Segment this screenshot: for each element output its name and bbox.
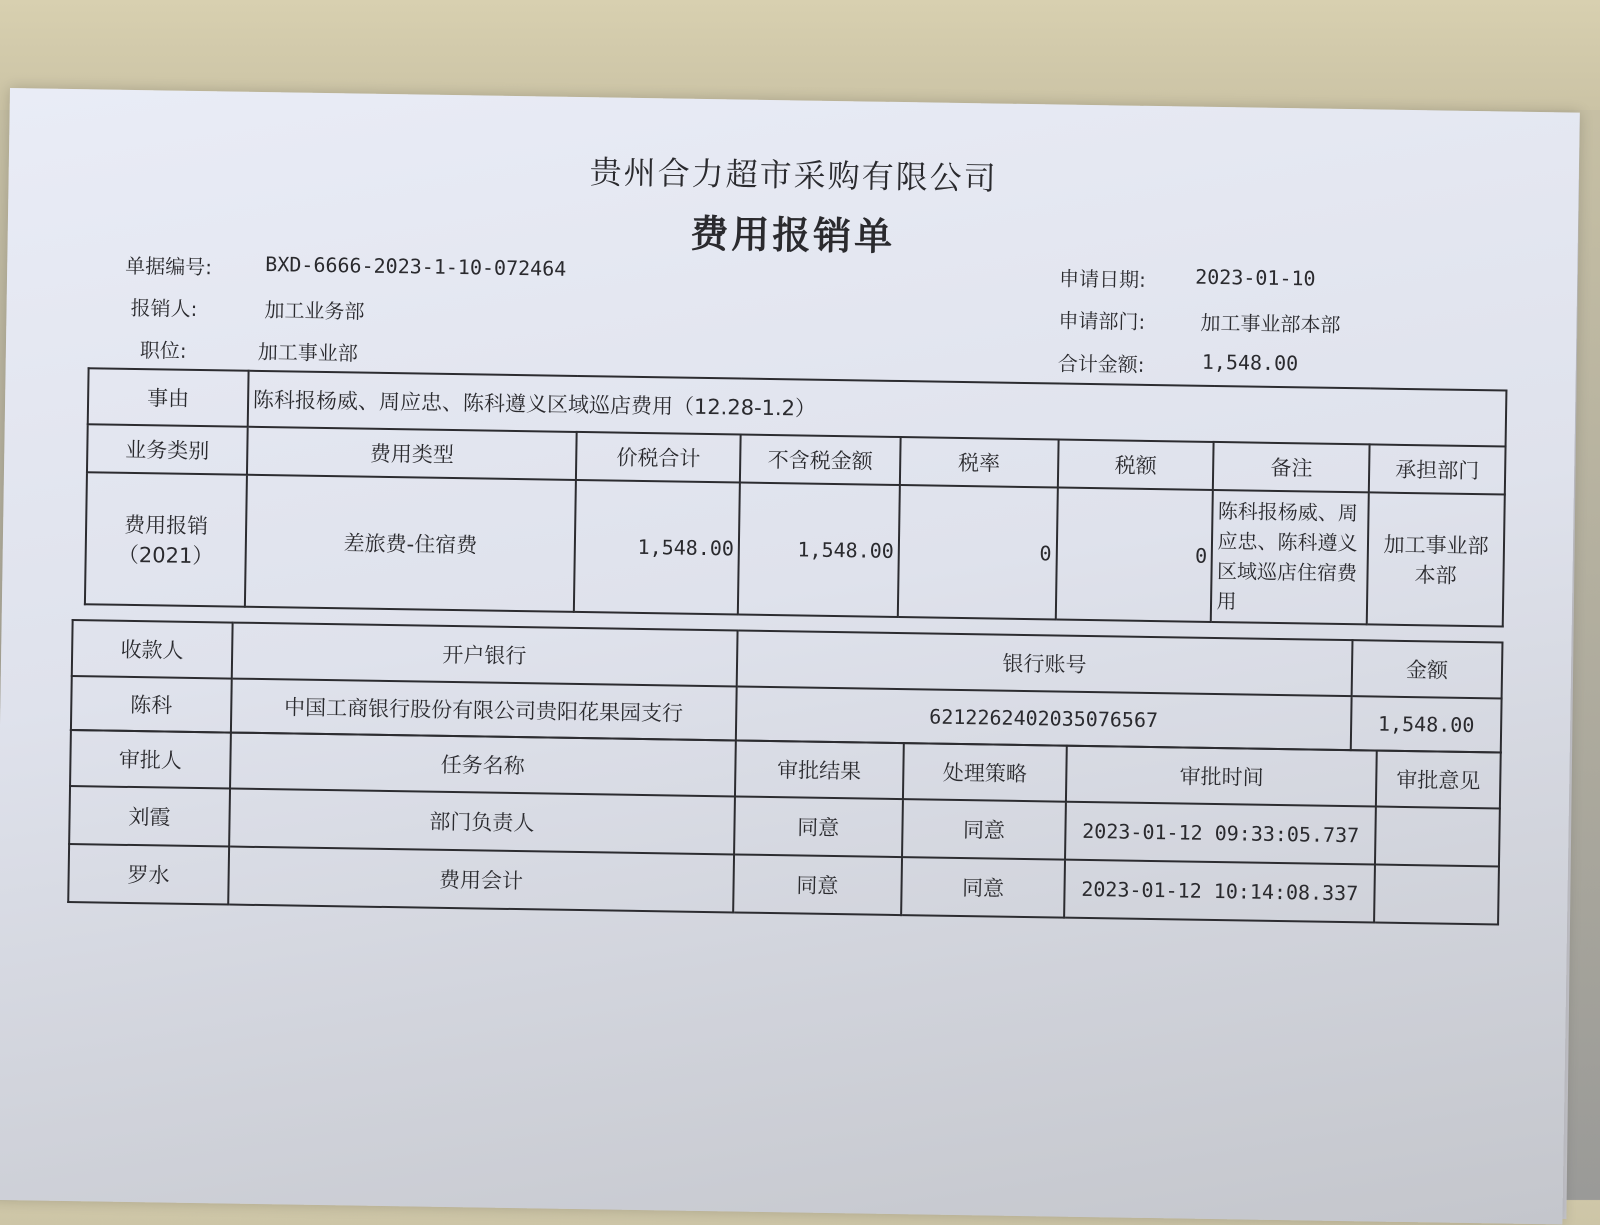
- header-type: 费用类型: [247, 427, 577, 480]
- cell-category: 费用报销（2021）: [85, 472, 247, 606]
- header-bank: 开户银行: [231, 623, 737, 687]
- header-dept: 承担部门: [1369, 444, 1506, 494]
- cell-tax: 0: [1055, 488, 1213, 622]
- apply-date-value: 2023-01-10: [1194, 264, 1316, 291]
- cell-rate: 0: [898, 485, 1058, 619]
- header-amount: 金额: [1352, 640, 1503, 698]
- cell-approver: 刘霞: [69, 786, 230, 847]
- cell-payee: 陈科: [71, 676, 232, 733]
- cell-time: 2023-01-12 09:33:05.737: [1065, 802, 1376, 865]
- cell-opinion: [1375, 807, 1500, 867]
- header-remark: 备注: [1213, 442, 1370, 492]
- reason-value: 陈科报杨威、周应忠、陈科遵义区域巡店费用（12.28-1.2）: [248, 371, 1507, 447]
- header-net: 不含税金额: [740, 435, 901, 486]
- header-strategy: 处理策略: [903, 743, 1068, 802]
- cell-type: 差旅费-住宿费: [245, 475, 576, 612]
- cell-bank: 中国工商银行股份有限公司贵阳花果园支行: [231, 679, 737, 741]
- cell-strategy: 同意: [901, 857, 1066, 918]
- cell-task: 费用会计: [228, 847, 734, 913]
- total-label: 合计金额:: [1057, 351, 1145, 377]
- cell-remark: 陈科报杨威、周应忠、陈科遵义区域巡店住宿费用: [1211, 490, 1369, 624]
- header-opinion: 审批意见: [1376, 751, 1501, 809]
- header-category: 业务类别: [87, 424, 248, 475]
- cell-amount: 1,548.00: [1351, 696, 1502, 752]
- cell-time: 2023-01-12 10:14:08.337: [1065, 860, 1376, 923]
- header-account: 银行账号: [736, 630, 1352, 696]
- apply-date-label: 申请日期:: [1058, 266, 1147, 292]
- expense-form-sheet: [0, 88, 1580, 1225]
- header-approver: 审批人: [70, 730, 231, 789]
- header-result: 审批结果: [735, 740, 904, 799]
- doc-no-value: BXD-6666-2023-1-10-072464: [265, 252, 567, 281]
- cell-result: 同意: [733, 854, 902, 915]
- cell-dept: 加工事业部本部: [1367, 492, 1505, 626]
- reason-label: 事由: [88, 368, 249, 427]
- header-time: 审批时间: [1066, 746, 1377, 807]
- expense-data-row: [85, 472, 1505, 626]
- header-rate: 税率: [900, 437, 1058, 487]
- cell-approver: 罗水: [68, 844, 229, 905]
- header-tax: 税额: [1058, 440, 1214, 490]
- header-gross: 价税合计: [576, 432, 741, 483]
- doc-no-label: 单据编号:: [125, 253, 213, 280]
- apply-dept-label: 申请部门:: [1058, 308, 1146, 334]
- apply-dept-value: 加工事业部本部: [1200, 310, 1341, 337]
- form-title: 费用报销单: [689, 211, 896, 259]
- cell-net: 1,548.00: [738, 483, 900, 617]
- position-label: 职位:: [139, 338, 187, 363]
- approval-table: [67, 729, 1502, 925]
- header-payee: 收款人: [72, 620, 233, 679]
- cell-opinion: [1374, 865, 1499, 925]
- total-value: 1,548.00: [1201, 349, 1299, 376]
- expense-table: [84, 367, 1508, 627]
- company-name: 贵州合力超市采购有限公司: [589, 153, 998, 198]
- cell-gross: 1,548.00: [574, 480, 740, 615]
- cell-strategy: 同意: [902, 799, 1067, 860]
- header-task: 任务名称: [230, 733, 736, 797]
- position-value: 加工事业部: [257, 339, 359, 366]
- cell-result: 同意: [734, 796, 903, 857]
- cell-account: 6212262402035076567: [736, 686, 1352, 750]
- cell-task: 部门负责人: [229, 789, 735, 855]
- claimant-value: 加工业务部: [264, 298, 365, 324]
- claimant-label: 报销人:: [130, 295, 198, 321]
